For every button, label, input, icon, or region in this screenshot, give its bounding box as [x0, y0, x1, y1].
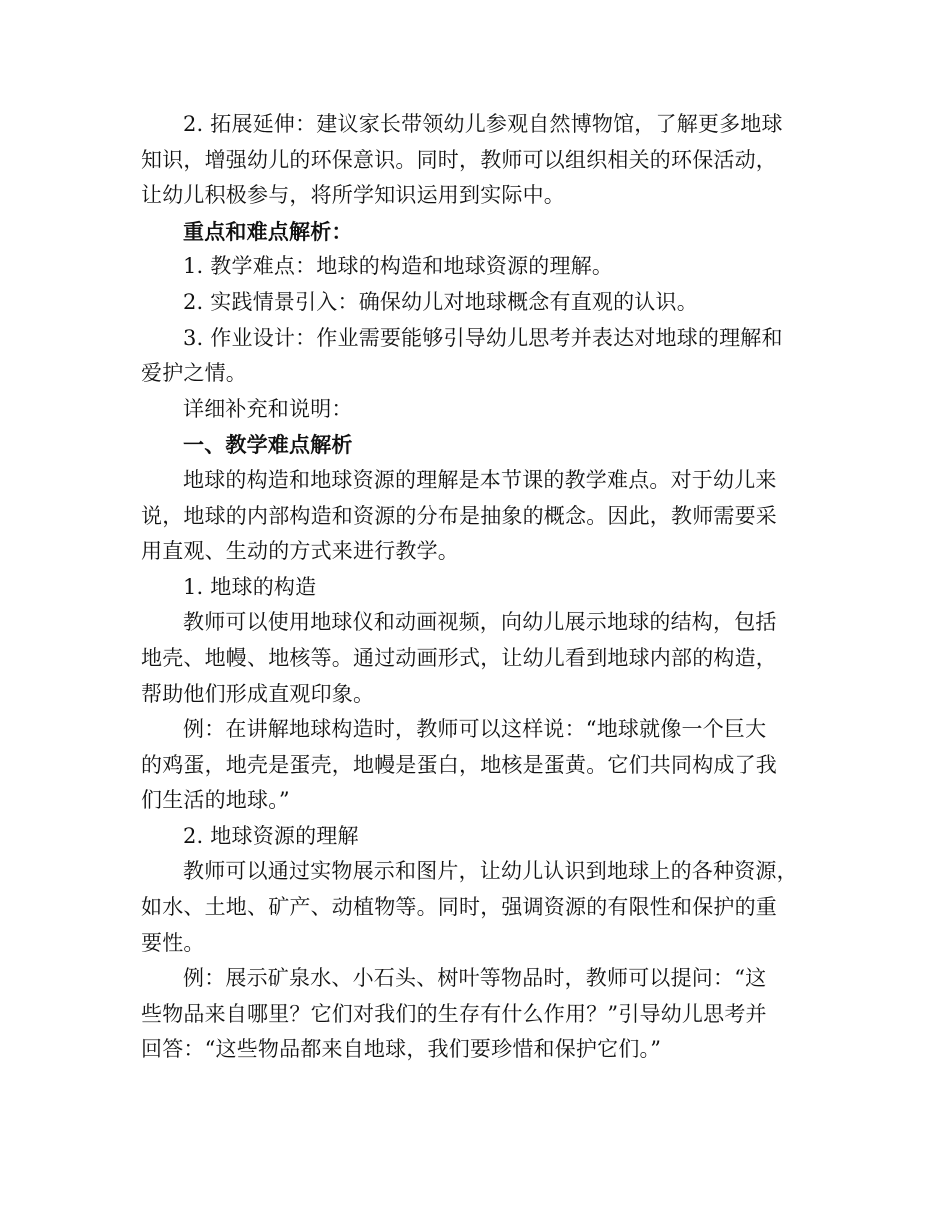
text-line: 1. 教学难点：地球的构造和地球资源的理解。: [183, 254, 614, 279]
text-line: 知识，增强幼儿的环保意识。同时，教师可以组织相关的环保活动，: [141, 147, 777, 172]
text-line: 2. 实践情景引入：确保幼儿对地球概念有直观的认识。: [183, 289, 698, 314]
earth-structure-text: [141, 605, 807, 712]
text-line: 例：展示矿泉水、小石头、树叶等物品时，教师可以提问：“这: [183, 966, 767, 991]
text-line: 说，地球的内部构造和资源的分布是抽象的概念。因此，教师需要采: [141, 503, 777, 528]
subheading-earth-resources: [141, 819, 807, 855]
text-line: 地壳、地幔、地核等。通过动画形式，让幼儿看到地球内部的构造，: [141, 645, 777, 670]
document-body: [141, 107, 807, 1068]
section-heading-1: [141, 427, 807, 463]
text-line: 3. 作业设计：作业需要能够引导幼儿思考并表达对地球的理解和: [183, 325, 783, 350]
extension-paragraph: [141, 107, 807, 214]
supplement-heading: [141, 392, 807, 428]
text-line: 用直观、生动的方式来进行教学。: [141, 539, 459, 564]
text-line: 帮助他们形成直观印象。: [141, 681, 375, 706]
earth-resources-example: [141, 961, 807, 1068]
earth-structure-example: [141, 712, 807, 819]
text-line: 详细补充和说明：: [183, 396, 353, 421]
text-line: 例：在讲解地球构造时，教师可以这样说：“地球就像一个巨大: [183, 717, 767, 742]
difficulty-item-3: [141, 321, 807, 392]
text-line: 一、教学难点解析: [183, 432, 353, 458]
text-line: 1. 地球的构造: [183, 574, 317, 599]
difficulty-item-2: [141, 285, 807, 321]
text-line: 重点和难点解析：: [183, 218, 353, 244]
text-line: 2. 地球资源的理解: [183, 823, 359, 848]
key-difficulty-heading: [141, 214, 807, 250]
difficulty-item-1: [141, 249, 807, 285]
text-line: 教师可以使用地球仪和动画视频，向幼儿展示地球的结构，包括: [183, 610, 777, 635]
text-line: 爱护之情。: [141, 361, 247, 386]
section-1-intro: [141, 463, 807, 570]
text-line: 的鸡蛋，地壳是蛋壳，地幔是蛋白，地核是蛋黄。它们共同构成了我: [141, 752, 777, 777]
text-line: 些物品来自哪里？它们对我们的生存有什么作用？”引导幼儿思考并: [141, 1001, 767, 1026]
text-line: 回答：“这些物品都来自地球，我们要珍惜和保护它们。”: [141, 1037, 662, 1062]
text-line: 2. 拓展延伸：建议家长带领幼儿参观自然博物馆，了解更多地球: [183, 112, 783, 136]
text-line: 们生活的地球。”: [141, 788, 290, 813]
text-line: 如水、土地、矿产、动植物等。同时，强调资源的有限性和保护的重: [141, 895, 777, 920]
text-line: 教师可以通过实物展示和图片，让幼儿认识到地球上的各种资源，: [183, 859, 798, 884]
text-line: 地球的构造和地球资源的理解是本节课的教学难点。对于幼儿来: [183, 467, 777, 492]
text-line: 让幼儿积极参与，将所学知识运用到实际中。: [141, 183, 565, 208]
subheading-earth-structure: [141, 570, 807, 606]
earth-resources-text: [141, 854, 807, 961]
text-line: 要性。: [141, 930, 205, 955]
